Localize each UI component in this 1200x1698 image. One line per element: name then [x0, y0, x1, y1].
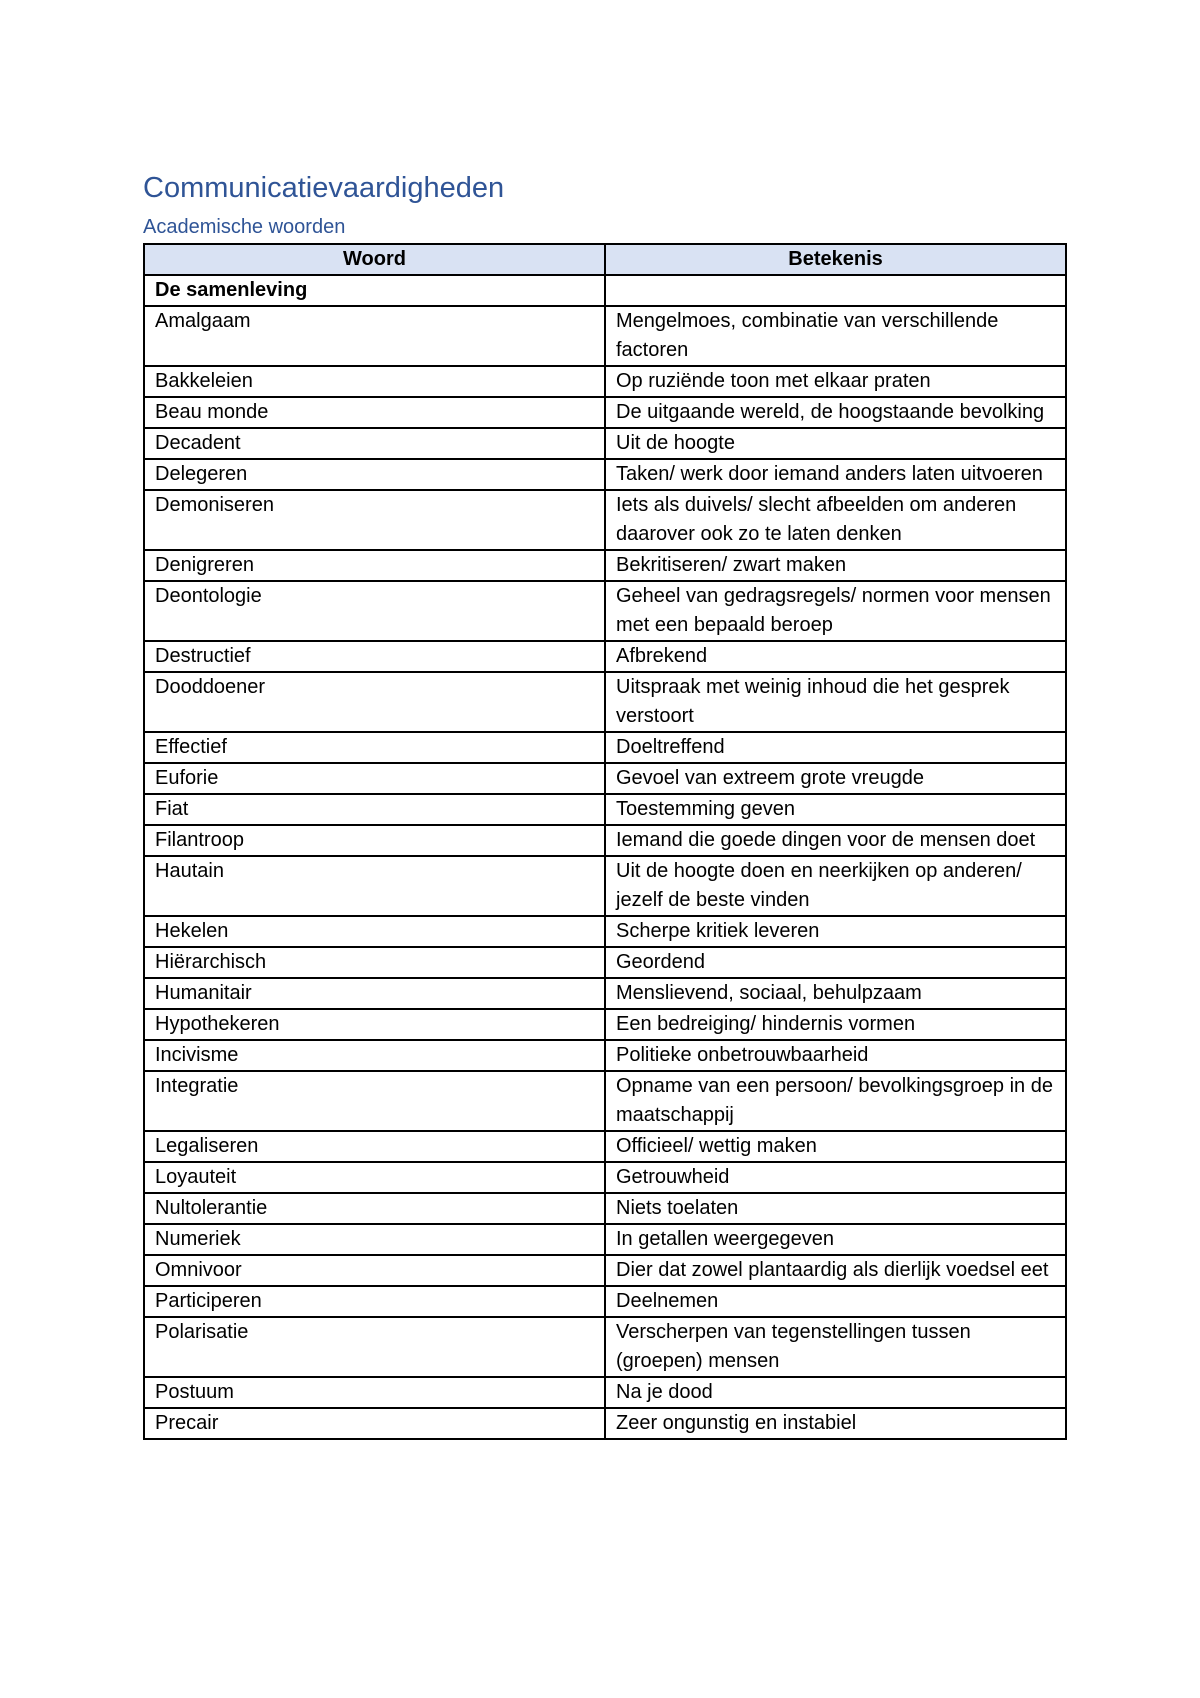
word-cell: Numeriek [144, 1224, 605, 1255]
meaning-cell: Iemand die goede dingen voor de mensen doet [605, 825, 1066, 856]
meaning-cell: Op ruziënde toon met elkaar praten [605, 366, 1066, 397]
word-cell: Incivisme [144, 1040, 605, 1071]
meaning-cell: De uitgaande wereld, de hoogstaande bevolking [605, 397, 1066, 428]
word-cell: Legaliseren [144, 1131, 605, 1162]
header-betekenis: Betekenis [605, 244, 1066, 275]
table-row [144, 641, 1066, 672]
meaning-cell: Menslievend, sociaal, behulpzaam [605, 978, 1066, 1009]
table-row [144, 1377, 1066, 1408]
meaning-cell: Deelnemen [605, 1286, 1066, 1317]
table-header-row [144, 244, 1066, 275]
meaning-cell: Geordend [605, 947, 1066, 978]
table-row [144, 459, 1066, 490]
table-row [144, 1040, 1066, 1071]
word-cell: Loyauteit [144, 1162, 605, 1193]
word-cell: Demoniseren [144, 490, 605, 550]
table-row [144, 978, 1066, 1009]
table-row [144, 947, 1066, 978]
word-cell: Delegeren [144, 459, 605, 490]
section-row [144, 275, 1066, 306]
section-label: De samenleving [144, 275, 605, 306]
word-cell: Polarisatie [144, 1317, 605, 1377]
meaning-cell: Opname van een persoon/ bevolkingsgroep in de maatschappij [605, 1071, 1066, 1131]
table-row [144, 794, 1066, 825]
meaning-cell: Een bedreiging/ hindernis vormen [605, 1009, 1066, 1040]
meaning-cell: Doeltreffend [605, 732, 1066, 763]
table-body [144, 275, 1066, 1439]
word-cell: Omnivoor [144, 1255, 605, 1286]
meaning-cell: Uit de hoogte [605, 428, 1066, 459]
meaning-cell: Na je dood [605, 1377, 1066, 1408]
meaning-cell: Mengelmoes, combinatie van verschillende factoren [605, 306, 1066, 366]
table-row [144, 428, 1066, 459]
word-cell: Integratie [144, 1071, 605, 1131]
meaning-cell: Afbrekend [605, 641, 1066, 672]
table-row [144, 1193, 1066, 1224]
meaning-cell: In getallen weergegeven [605, 1224, 1066, 1255]
word-cell: Nultolerantie [144, 1193, 605, 1224]
meaning-cell: Taken/ werk door iemand anders laten uitvoeren [605, 459, 1066, 490]
meaning-cell: Politieke onbetrouwbaarheid [605, 1040, 1066, 1071]
word-cell: Amalgaam [144, 306, 605, 366]
table-row [144, 306, 1066, 366]
table-row [144, 856, 1066, 916]
meaning-cell: Dier dat zowel plantaardig als dierlijk voedsel eet [605, 1255, 1066, 1286]
header-woord: Woord [144, 244, 605, 275]
word-cell: Precair [144, 1408, 605, 1439]
word-cell: Fiat [144, 794, 605, 825]
meaning-cell: Getrouwheid [605, 1162, 1066, 1193]
word-cell: Decadent [144, 428, 605, 459]
table-row [144, 1286, 1066, 1317]
table-row [144, 825, 1066, 856]
table-row [144, 550, 1066, 581]
table-row [144, 490, 1066, 550]
word-cell: Deontologie [144, 581, 605, 641]
table-row [144, 1224, 1066, 1255]
table-row [144, 1009, 1066, 1040]
word-cell: Hautain [144, 856, 605, 916]
word-cell: Beau monde [144, 397, 605, 428]
meaning-cell: Uit de hoogte doen en neerkijken op anderen/ jezelf de beste vinden [605, 856, 1066, 916]
word-cell: Humanitair [144, 978, 605, 1009]
table-row [144, 763, 1066, 794]
table-row [144, 916, 1066, 947]
word-cell: Denigreren [144, 550, 605, 581]
word-cell: Hiërarchisch [144, 947, 605, 978]
table-row [144, 397, 1066, 428]
table-row [144, 366, 1066, 397]
word-cell: Euforie [144, 763, 605, 794]
word-cell: Bakkeleien [144, 366, 605, 397]
word-cell: Filantroop [144, 825, 605, 856]
table-row [144, 1071, 1066, 1131]
section-empty-cell [605, 275, 1066, 306]
document-title: Communicatievaardigheden [143, 172, 505, 204]
meaning-cell: Bekritiseren/ zwart maken [605, 550, 1066, 581]
table-row [144, 1131, 1066, 1162]
meaning-cell: Zeer ongunstig en instabiel [605, 1408, 1066, 1439]
table-row [144, 732, 1066, 763]
table-row [144, 1255, 1066, 1286]
word-cell: Destructief [144, 641, 605, 672]
meaning-cell: Uitspraak met weinig inhoud die het gesprek verstoort [605, 672, 1066, 732]
word-cell: Participeren [144, 1286, 605, 1317]
meaning-cell: Toestemming geven [605, 794, 1066, 825]
meaning-cell: Verscherpen van tegenstellingen tussen (groepen) mensen [605, 1317, 1066, 1377]
meaning-cell: Niets toelaten [605, 1193, 1066, 1224]
word-cell: Dooddoener [144, 672, 605, 732]
meaning-cell: Geheel van gedragsregels/ normen voor mensen met een bepaald beroep [605, 581, 1066, 641]
meaning-cell: Scherpe kritiek leveren [605, 916, 1066, 947]
vocabulary-table [143, 243, 1067, 1440]
table-row [144, 1162, 1066, 1193]
document-subtitle: Academische woorden [143, 216, 346, 238]
word-cell: Hypothekeren [144, 1009, 605, 1040]
table-row [144, 581, 1066, 641]
word-cell: Postuum [144, 1377, 605, 1408]
table-row [144, 1317, 1066, 1377]
word-cell: Hekelen [144, 916, 605, 947]
table-row [144, 1408, 1066, 1439]
word-cell: Effectief [144, 732, 605, 763]
table-row [144, 672, 1066, 732]
meaning-cell: Officieel/ wettig maken [605, 1131, 1066, 1162]
meaning-cell: Iets als duivels/ slecht afbeelden om anderen daarover ook zo te laten denken [605, 490, 1066, 550]
meaning-cell: Gevoel van extreem grote vreugde [605, 763, 1066, 794]
